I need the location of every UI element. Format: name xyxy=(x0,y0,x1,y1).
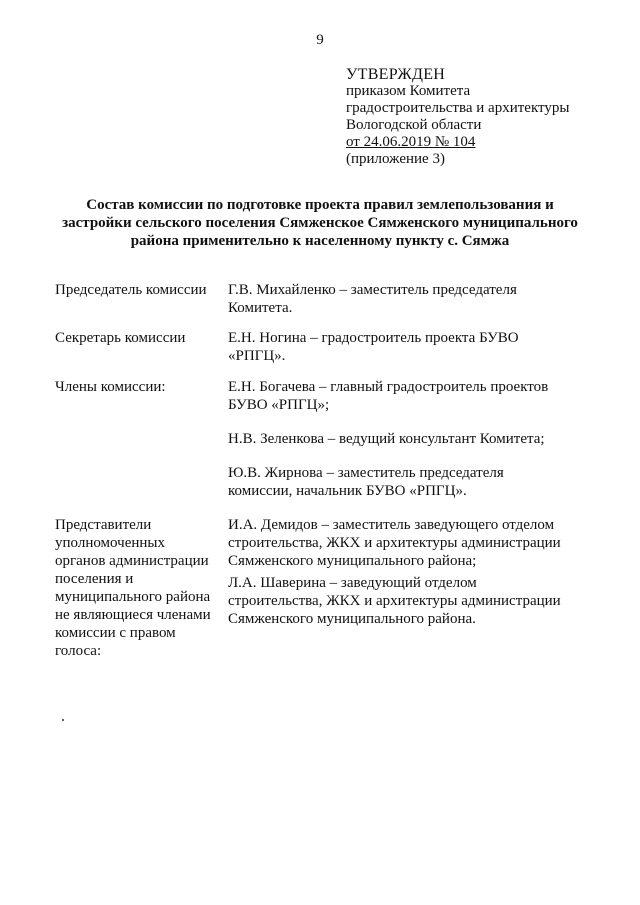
approval-order-line: приказом Комитета xyxy=(346,83,471,99)
member-line: БУВО «РПГЦ»; xyxy=(228,397,330,413)
member-line: Ю.В. Жирнова – заместитель председателя xyxy=(228,465,504,481)
approval-region-line: Вологодской области xyxy=(346,117,482,133)
secretary-entry xyxy=(228,329,588,365)
approval-date-number: от 24.06.2019 № 104 xyxy=(346,134,476,150)
approval-stamp xyxy=(346,66,569,168)
representatives-role-line: органов администрации xyxy=(55,553,209,569)
document-title xyxy=(40,196,600,250)
chairman-role: Председатель комиссии xyxy=(55,282,207,298)
approval-heading: УТВЕРЖДЕН xyxy=(346,66,446,83)
representatives-role-line: муниципального района xyxy=(55,589,211,605)
secretary-role: Секретарь комиссии xyxy=(55,330,186,346)
representatives-role xyxy=(55,516,225,660)
representative-line: строительства, ЖКХ и архитектуры администрации xyxy=(228,593,561,609)
representatives-role-line: уполномоченных xyxy=(55,535,165,551)
title-line: застройки сельского поселения Сямженское Сямженского муниципального xyxy=(62,215,578,231)
representative-line: Сямженского муниципального района. xyxy=(228,611,476,627)
page-number: 9 xyxy=(316,32,324,48)
representative-entry xyxy=(228,574,588,628)
representative-line: строительства, ЖКХ и архитектуры администрации xyxy=(228,535,561,551)
representative-line: Л.А. Шаверина – заведующий отделом xyxy=(228,575,477,591)
stray-mark xyxy=(62,719,64,721)
members-role: Члены комиссии: xyxy=(55,379,166,395)
representative-line: И.А. Демидов – заместитель заведующего отделом xyxy=(228,517,555,533)
member-entry xyxy=(228,430,588,448)
approval-committee-line: градостроительства и архитектуры xyxy=(346,100,570,116)
representatives-role-line: голоса: xyxy=(55,643,102,659)
representatives-role-line: поселения и xyxy=(55,571,134,587)
member-entry xyxy=(228,378,588,414)
member-line: Е.Н. Богачева – главный градостроитель проектов xyxy=(228,379,549,395)
member-line: Н.В. Зеленкова – ведущий консультант Комитета; xyxy=(228,431,545,447)
chairman-entry xyxy=(228,281,588,317)
representatives-role-line: Представители xyxy=(55,517,152,533)
approval-appendix: (приложение 3) xyxy=(346,151,445,167)
secretary-line: Е.Н. Ногина – градостроитель проекта БУВО xyxy=(228,330,519,346)
chairman-line: Г.В. Михайленко – заместитель председателя xyxy=(228,282,517,298)
representatives-role-line: комиссии с правом xyxy=(55,625,176,641)
member-entry xyxy=(228,464,588,500)
secretary-line: «РПГЦ». xyxy=(228,348,286,364)
title-line: района применительно к населенному пункту с. Сямжа xyxy=(130,233,510,249)
representative-line: Сямженского муниципального района; xyxy=(228,553,477,569)
member-line: комиссии, начальник БУВО «РПГЦ». xyxy=(228,483,467,499)
representatives-role-line: не являющиеся членами xyxy=(55,607,211,623)
chairman-line: Комитета. xyxy=(228,300,293,316)
title-line: Состав комиссии по подготовке проекта правил землепользования и xyxy=(86,197,554,213)
representative-entry xyxy=(228,516,588,570)
